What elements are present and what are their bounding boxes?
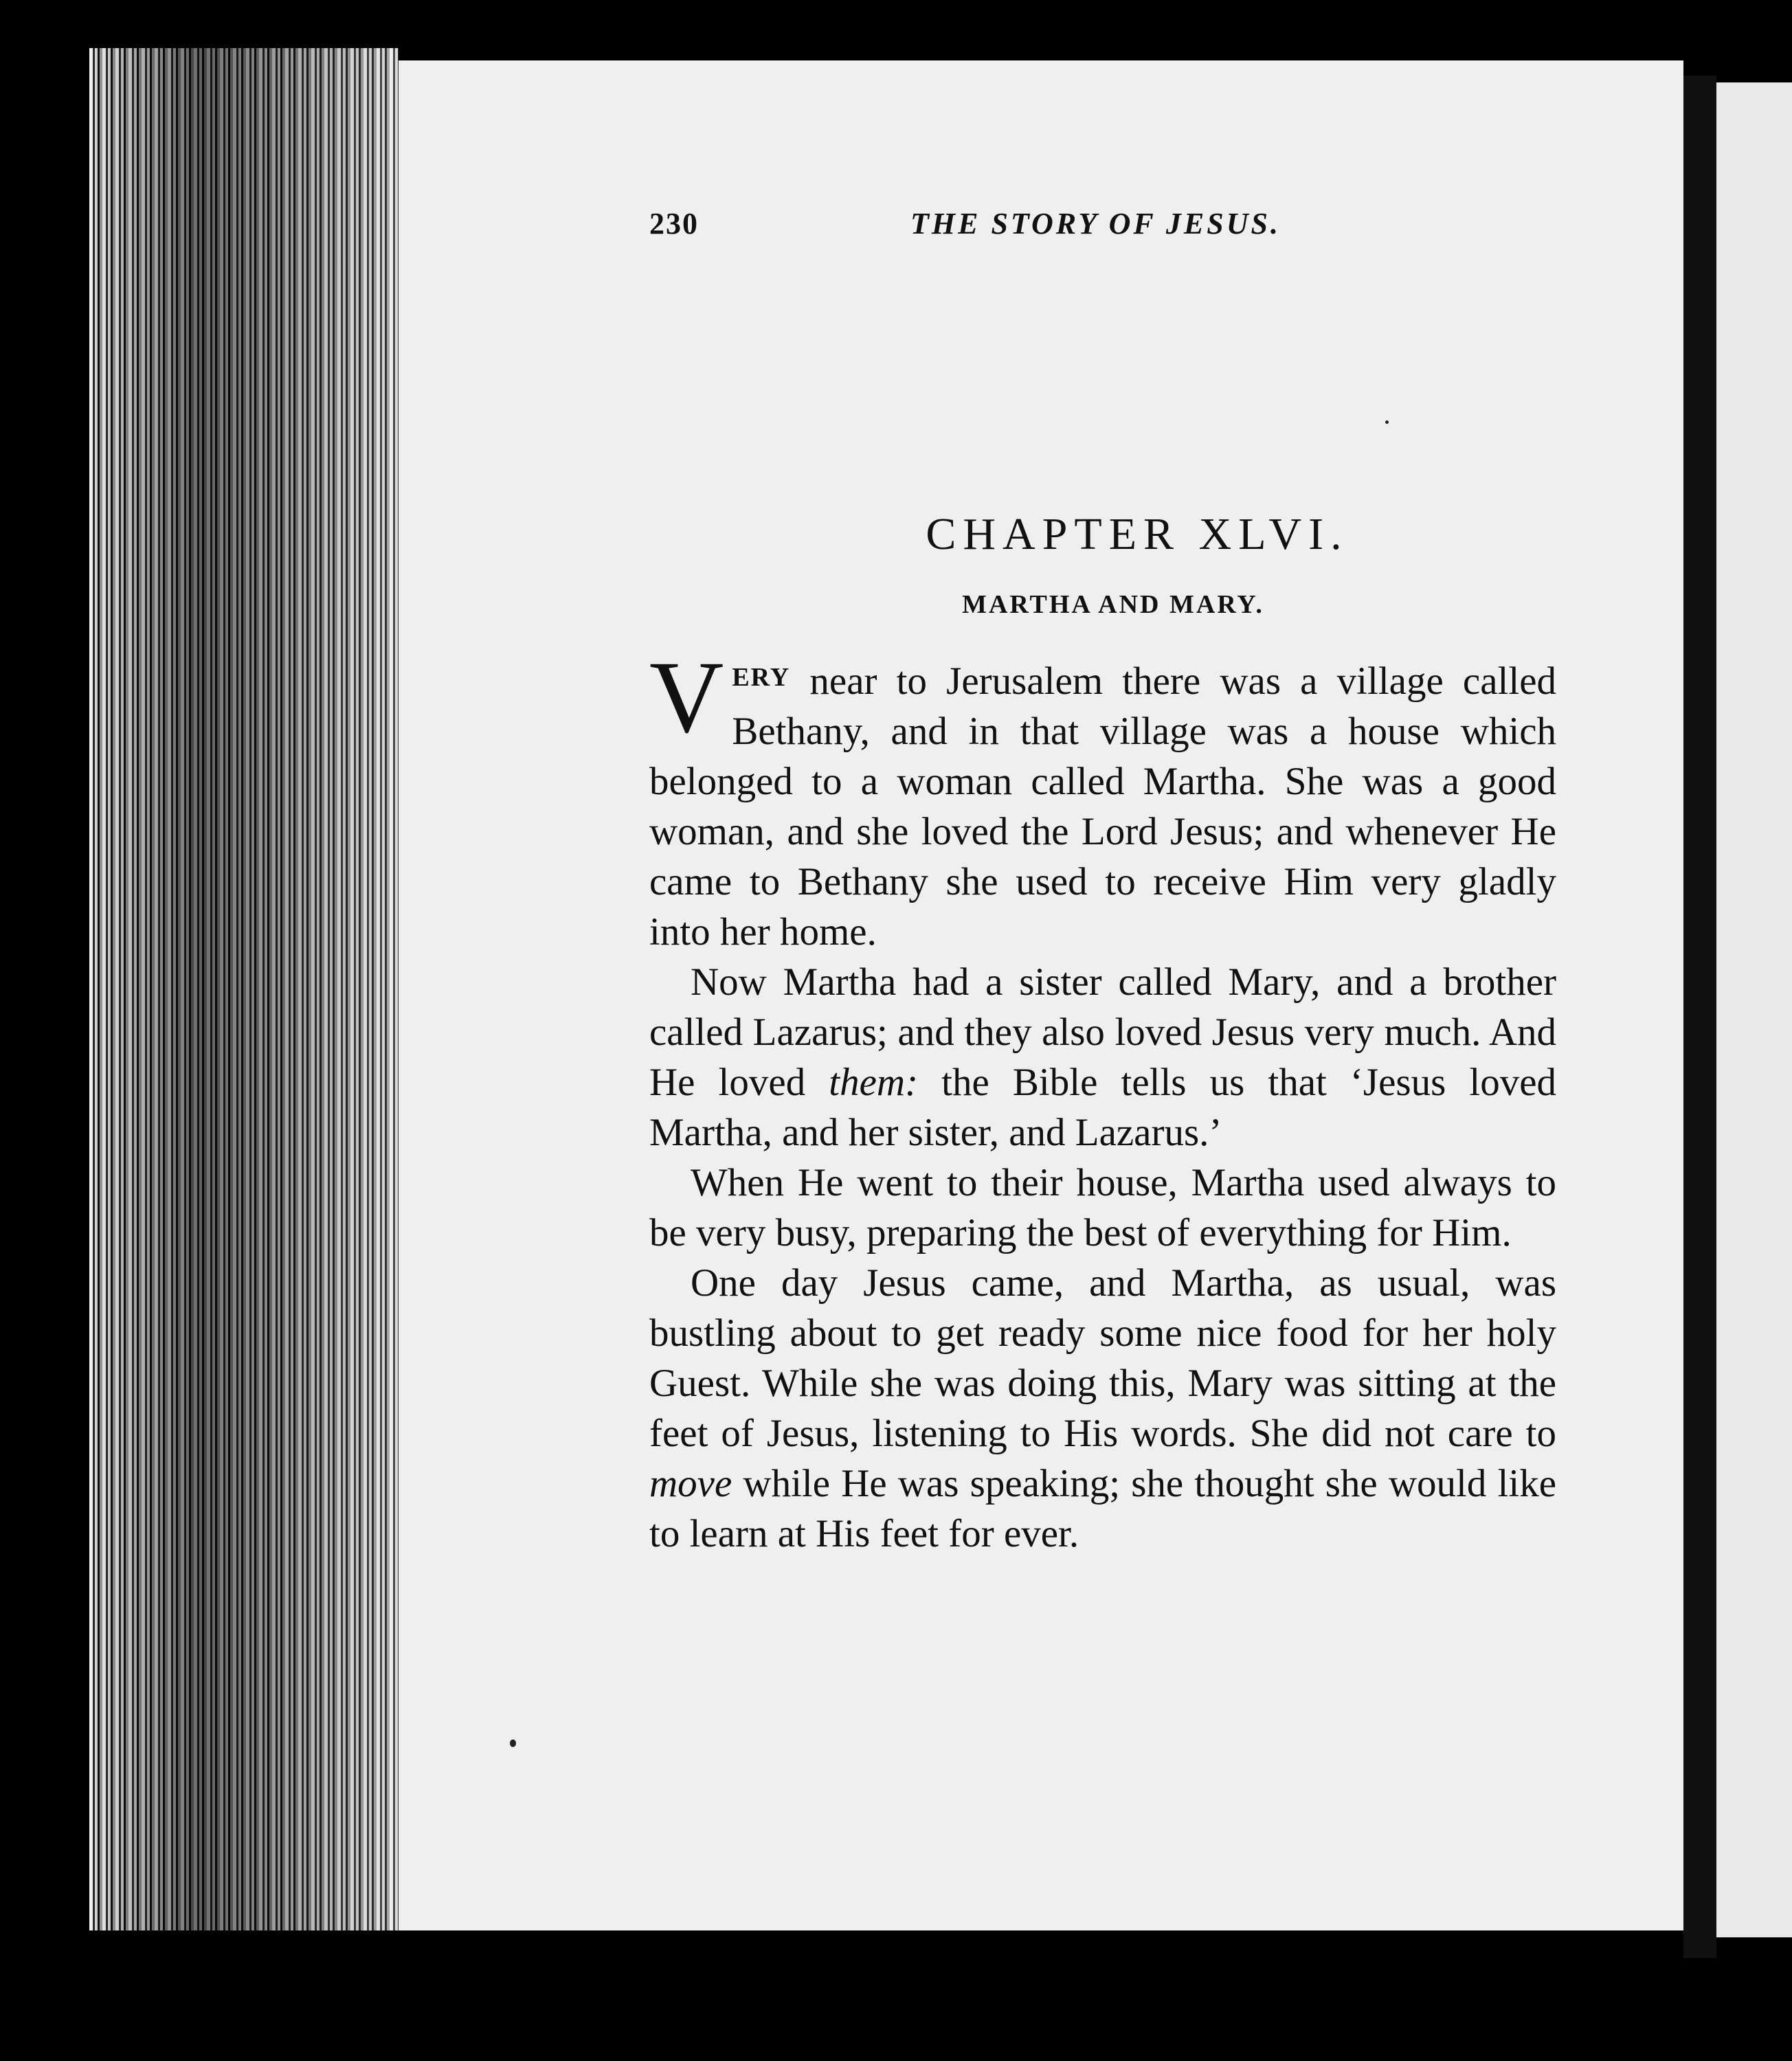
chapter-subtitle: MARTHA AND MARY.	[962, 590, 1264, 619]
paragraph-4-text-b: while He was speaking; she thought she would like to learn at His feet for ever.	[649, 1462, 1556, 1555]
paragraph-4	[649, 1258, 1556, 1559]
chapter-body	[649, 640, 1556, 1559]
scan-speck	[510, 1739, 516, 1747]
drop-cap: V	[649, 640, 724, 754]
paragraph-1	[649, 640, 1556, 957]
page-gutter-shadow	[1683, 76, 1716, 1958]
small-caps-opening: ERY	[732, 663, 791, 692]
running-header	[649, 206, 1556, 247]
paragraph-2-text-a: Now Martha had a sister called Mary, and a brother called Lazarus; and they also loved Jesus very much. And He loved	[649, 960, 1556, 1104]
emphasis-them: them:	[829, 1061, 919, 1104]
paragraph-2-text-b: the Bible tells us that ‘Jesus loved Martha, and her sister, and Lazarus.’	[649, 1061, 1556, 1154]
paragraph-3: When He went to their house, Martha used always to be very busy, preparing the best of everything for Him.	[649, 1161, 1556, 1254]
facing-page-edge	[1716, 82, 1792, 1937]
paragraph-4-text-a: One day Jesus came, and Martha, as usual, was bustling about to get ready some nice food for her holy Guest. While she was doing this, Mary was sitting at the feet of Jesus, listening to His words. She did not care to	[649, 1261, 1556, 1455]
page-number: 230	[649, 207, 699, 240]
book-page-edges	[89, 48, 399, 1930]
running-title: THE STORY OF JESUS.	[910, 207, 1281, 240]
paragraph-1-text: near to Jerusalem there was a village called Bethany, and in that village was a house which belonged to a woman called Martha. She was a good woman, and she loved the Lord Jesus; and whenever He came to Bethany she used to receive Him very gladly into her home.	[649, 660, 1556, 954]
page-text-block	[649, 206, 1556, 1559]
chapter-heading: CHAPTER XLVI.	[926, 509, 1349, 559]
emphasis-move: move	[649, 1462, 732, 1505]
paragraph-2	[649, 957, 1556, 1158]
